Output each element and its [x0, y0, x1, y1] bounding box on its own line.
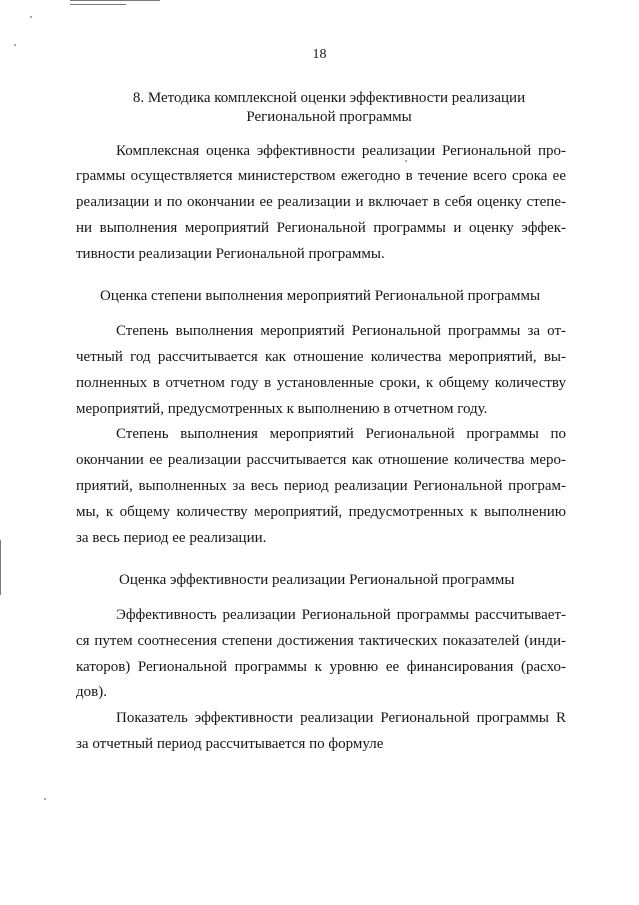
- paragraph-line: Степень выполнения мероприятий Региональной программы по: [116, 426, 566, 442]
- paragraph-line: окончании ее реализации рассчитывается как отношение количества меро-: [76, 452, 566, 468]
- scan-speck: [44, 798, 46, 800]
- page-number: 18: [312, 47, 327, 62]
- paragraph-line: четный год рассчитывается как отношение количества мероприятий, вы-: [76, 349, 566, 365]
- scan-edge-mark: [0, 540, 1, 595]
- paragraph-line: реализации и по окончании ее реализации и включает в себя оценку степе-: [76, 194, 566, 210]
- paragraph-line: приятий, выполненных за весь период реализации Региональной програм-: [76, 478, 566, 494]
- scan-edge-mark: [70, 0, 160, 1]
- paragraph-line: граммы осуществляется министерством ежегодно в течение всего срока ее: [76, 168, 566, 184]
- paragraph-line: мероприятий, предусмотренных к выполнению в отчетном году.: [76, 401, 488, 417]
- scan-edge-mark: [70, 4, 126, 5]
- scan-speck: [30, 16, 32, 18]
- paragraph-line: Степень выполнения мероприятий Региональной программы за от-: [116, 323, 566, 339]
- section-title-line: Региональной программы: [246, 109, 412, 125]
- paragraph-line: Комплексная оценка эффективности реализации Региональной про-: [116, 143, 566, 159]
- paragraph-line: мы, к общему количеству мероприятий, предусмотренных к выполнению: [76, 504, 566, 520]
- paragraph-line: ся путем соотнесения степени достижения тактических показателей (инди-: [76, 633, 566, 649]
- section-title-line: 8. Методика комплексной оценки эффективности реализации: [132, 90, 526, 106]
- paragraph-line: Эффективность реализации Региональной программы рассчитывает-: [116, 607, 566, 623]
- paragraph-line: ни выполнения мероприятий Региональной программы и оценку эффек-: [76, 220, 566, 236]
- subheading: Оценка эффективности реализации Региональной программы: [119, 572, 515, 588]
- paragraph-line: Показатель эффективности реализации Региональной программы R: [116, 710, 566, 726]
- paragraph-line: дов).: [76, 684, 107, 700]
- paragraph-line: за отчетный период рассчитывается по формуле: [76, 736, 384, 752]
- paragraph-line: за весь период ее реализации.: [76, 530, 267, 546]
- paragraph-line: каторов) Региональной программы к уровню ее финансирования (расхо-: [76, 659, 566, 675]
- paragraph-line: полненных в отчетном году в установленные сроки, к общему количеству: [76, 375, 566, 391]
- paragraph-line: тивности реализации Региональной программы.: [76, 246, 385, 262]
- subheading: Оценка степени выполнения мероприятий Региональной программы: [100, 288, 541, 304]
